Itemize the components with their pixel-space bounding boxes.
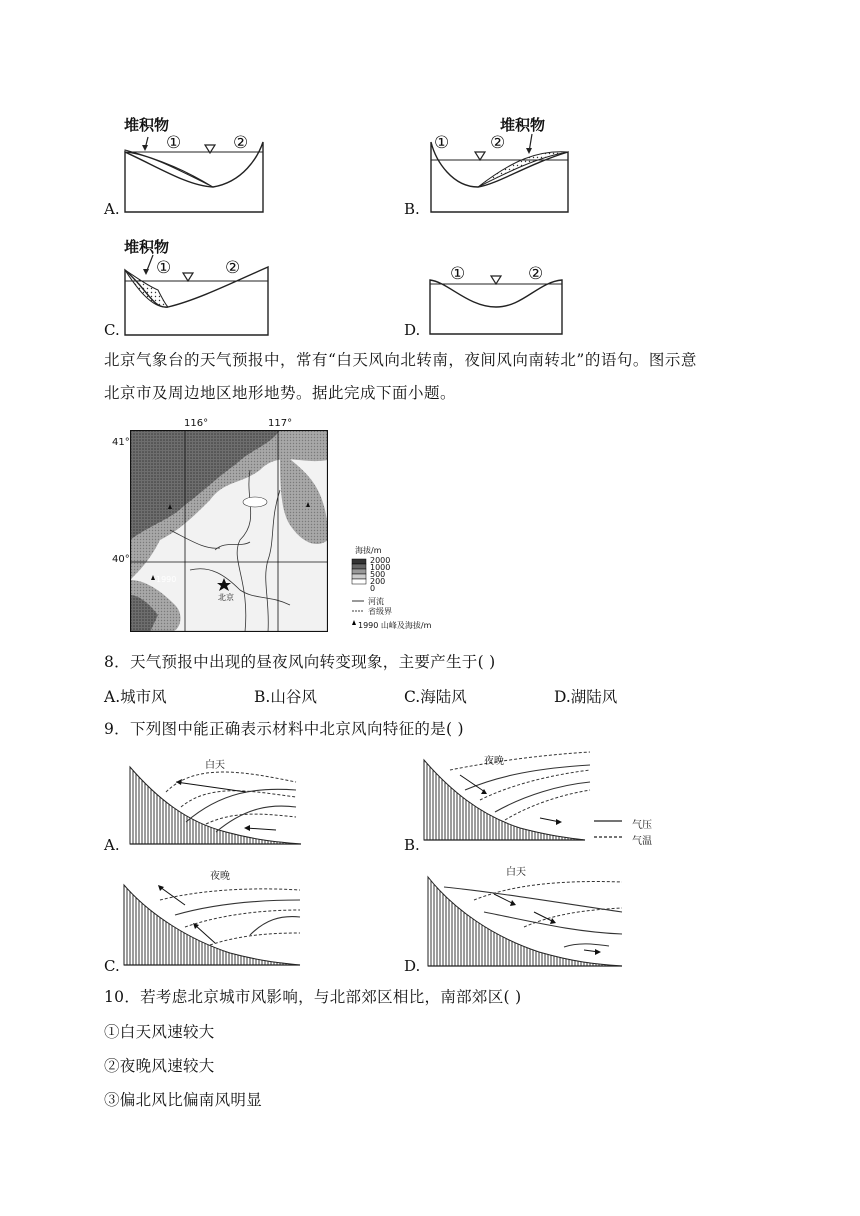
legend-river: 河流: [368, 597, 384, 606]
legend-temp: 气温: [632, 836, 652, 847]
option-d-marker-1: ①: [450, 264, 466, 284]
q9-panel-d-title: 白天: [506, 867, 526, 878]
option-d-letter: D.: [404, 321, 421, 339]
legend-1000: 1000: [370, 563, 391, 572]
passage-line-2: 北京市及周边地区地形地势。据此完成下面小题。: [104, 384, 457, 402]
q9-letter-c[interactable]: C.: [104, 957, 120, 975]
q8-choice-d[interactable]: D.湖陆风: [554, 688, 618, 706]
option-a-marker-2: ②: [233, 133, 249, 153]
q10-item-2: ②夜晚风速较大: [104, 1057, 215, 1075]
legend-peak: 1990 山峰及海拔/m: [358, 621, 432, 630]
option-b-marker-1: ①: [434, 133, 450, 153]
legend-title: 海拔/m: [355, 546, 382, 555]
option-b-letter: B.: [404, 200, 420, 218]
legend-500: 500: [370, 570, 386, 579]
q9-panel-c-title: 夜晚: [210, 871, 230, 882]
option-c-deposit-label: 堆积物: [124, 238, 170, 256]
q8-stem: 8．天气预报中出现的昼夜风向转变现象，主要产生于( ): [104, 653, 496, 671]
option-b-deposit-label: 堆积物: [500, 116, 546, 134]
option-a-letter: A.: [104, 200, 120, 218]
option-a-marker-1: ①: [166, 133, 182, 153]
legend-200: 200: [370, 577, 386, 586]
q9-stem: 9．下列图中能正确表示材料中北京风向特征的是( ): [104, 720, 464, 738]
map-lat-41: 41°: [112, 437, 130, 448]
q9-panel-c: [120, 875, 310, 970]
q9-panel-d: [424, 872, 624, 970]
q8-choice-c[interactable]: C.海陆风: [404, 688, 467, 706]
legend-2000: 2000: [370, 556, 391, 565]
map-legend: [350, 545, 432, 635]
q8-choice-a[interactable]: A.城市风: [104, 688, 167, 706]
q9-letter-b[interactable]: B.: [404, 836, 420, 854]
q9-letter-a[interactable]: A.: [104, 836, 120, 854]
legend-province: 省级界: [368, 607, 392, 616]
option-b-marker-2: ②: [490, 133, 506, 153]
option-c-marker-2: ②: [225, 258, 241, 278]
q9-panel-b-title: 夜晚: [484, 756, 504, 767]
map-lat-40: 40°: [112, 554, 130, 565]
q9-legend: [594, 815, 664, 845]
map-lon-117: 117°: [268, 418, 293, 429]
option-d-diagram: [428, 262, 568, 342]
q9-letter-d[interactable]: D.: [404, 957, 421, 975]
legend-0: 0: [370, 584, 376, 593]
map-beijing-label: 北京: [218, 593, 234, 602]
legend-pressure: 气压: [632, 820, 652, 831]
passage-line-1: 北京气象台的天气预报中，常有“白天风向北转南，夜间风向南转北”的语句。图示意: [104, 351, 697, 369]
q9-panel-a-title: 白天: [205, 760, 225, 771]
option-d-marker-2: ②: [528, 264, 544, 284]
option-c-marker-1: ①: [156, 258, 172, 278]
q9-panel-b: [420, 750, 600, 845]
q10-item-1: ①白天风速较大: [104, 1023, 215, 1041]
q10-stem: 10．若考虑北京城市风影响，与北部郊区相比，南部郊区( ): [104, 988, 522, 1006]
map-lon-116: 116°: [184, 418, 209, 429]
map-peak-1990: 1990: [156, 575, 177, 584]
option-c-letter: C.: [104, 321, 120, 339]
q8-choice-b[interactable]: B.山谷风: [254, 688, 317, 706]
option-a-deposit-label: 堆积物: [124, 116, 170, 134]
q10-item-3: ③偏北风比偏南风明显: [104, 1091, 263, 1109]
